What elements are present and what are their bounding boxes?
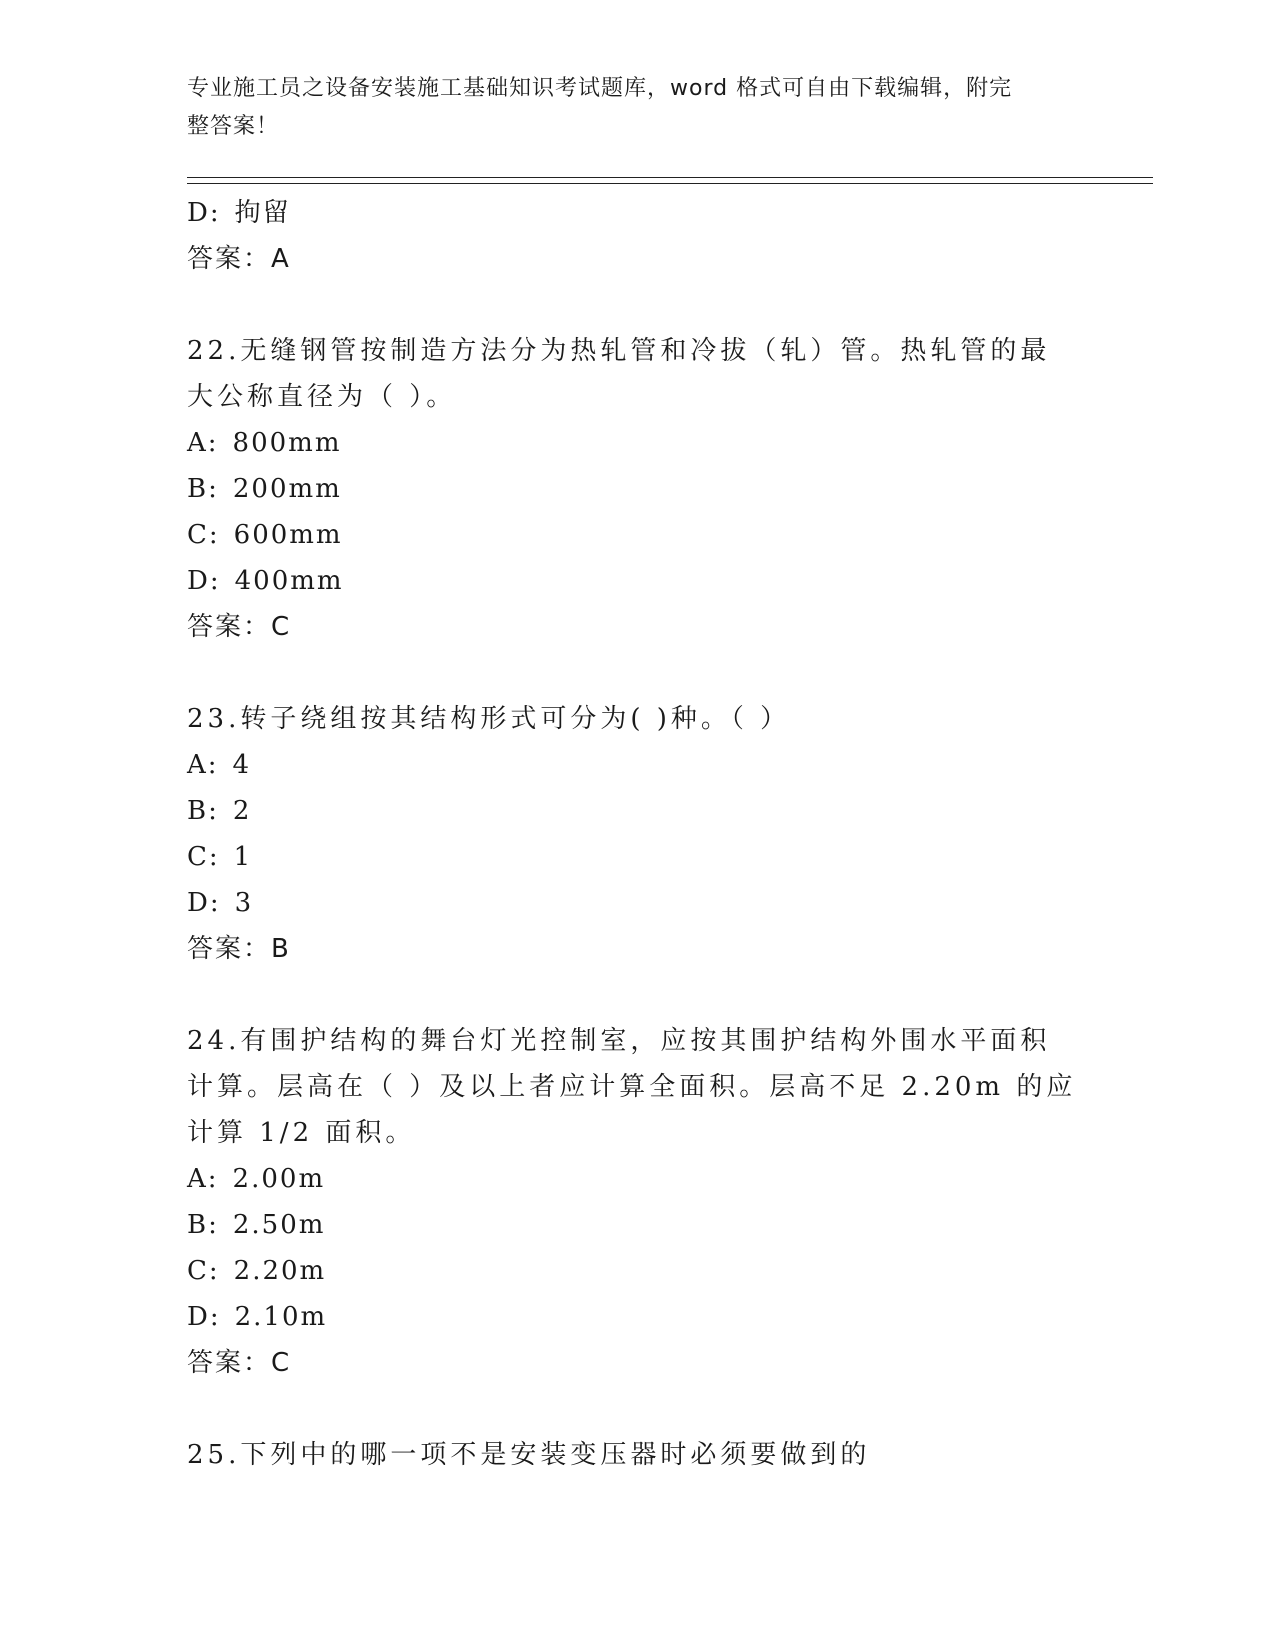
option-letter: C: bbox=[187, 842, 220, 872]
prev-answer: 答案：A bbox=[187, 244, 291, 274]
option-text: 2.20m bbox=[233, 1256, 327, 1286]
question-25-text: 25.下列中的哪一项不是安装变压器时必须要做到的 bbox=[187, 1440, 871, 1470]
option-letter: A: bbox=[187, 750, 219, 780]
question-22-option-b bbox=[187, 466, 1087, 512]
option-letter: D: bbox=[187, 1302, 221, 1332]
question-25 bbox=[187, 1432, 1087, 1478]
question-24-answer: 答案：C bbox=[187, 1348, 292, 1378]
option-letter: A: bbox=[187, 428, 219, 458]
option-letter: C: bbox=[187, 520, 220, 550]
question-23-answer: 答案：B bbox=[187, 934, 291, 964]
header-divider-bottom bbox=[187, 183, 1153, 184]
option-letter: C: bbox=[187, 1256, 220, 1286]
option-letter: D: bbox=[187, 198, 221, 228]
question-22-option-d bbox=[187, 558, 1087, 604]
option-letter: B: bbox=[187, 796, 219, 826]
option-letter: B: bbox=[187, 1210, 219, 1240]
question-23-text: 23.转子绕组按其结构形式可分为( )种。（ ） bbox=[187, 704, 791, 734]
document-header bbox=[187, 70, 1087, 146]
option-letter: D: bbox=[187, 566, 221, 596]
question-list bbox=[187, 190, 1087, 1478]
question-24-option-d bbox=[187, 1294, 1087, 1340]
option-text: 2.00m bbox=[232, 1164, 326, 1194]
option-letter: B: bbox=[187, 474, 219, 504]
question-24-option-b bbox=[187, 1202, 1087, 1248]
question-24 bbox=[187, 1018, 1087, 1386]
question-23 bbox=[187, 696, 1087, 972]
question-22-option-a bbox=[187, 420, 1087, 466]
question-22-answer: 答案：C bbox=[187, 612, 292, 642]
question-23-option-a bbox=[187, 742, 1087, 788]
option-text: 2.10m bbox=[234, 1302, 328, 1332]
question-22-option-c bbox=[187, 512, 1087, 558]
question-24-option-c bbox=[187, 1248, 1087, 1294]
question-23-option-c bbox=[187, 834, 1087, 880]
question-24-text: 24.有围护结构的舞台灯光控制室，应按其围护结构外围水平面积计算。层高在（ ）及以上者应计算全面积。层高不足 2.20m 的应计算 1/2 面积。 bbox=[187, 1026, 1077, 1148]
prev-option-d bbox=[187, 190, 1087, 236]
option-text: 600mm bbox=[233, 520, 343, 550]
option-letter: A: bbox=[187, 1164, 219, 1194]
option-text: 1 bbox=[233, 842, 253, 872]
header-line-1: 专业施工员之设备安装施工基础知识考试题库，word 格式可自由下载编辑，附完 bbox=[187, 76, 1013, 101]
option-letter: D: bbox=[187, 888, 221, 918]
option-text: 拘留 bbox=[234, 198, 291, 228]
option-text: 3 bbox=[234, 888, 254, 918]
option-text: 200mm bbox=[232, 474, 342, 504]
option-text: 800mm bbox=[232, 428, 342, 458]
question-24-option-a bbox=[187, 1156, 1087, 1202]
option-text: 2.50m bbox=[232, 1210, 326, 1240]
option-text: 400mm bbox=[234, 566, 344, 596]
option-text: 4 bbox=[232, 750, 252, 780]
question-23-option-d bbox=[187, 880, 1087, 926]
question-22 bbox=[187, 328, 1087, 650]
question-23-option-b bbox=[187, 788, 1087, 834]
header-divider-top bbox=[187, 177, 1153, 178]
header-line-2: 整答案！ bbox=[187, 114, 280, 139]
option-text: 2 bbox=[232, 796, 252, 826]
question-22-text: 22.无缝钢管按制造方法分为热轧管和冷拔（轧）管。热轧管的最大公称直径为（ ）。 bbox=[187, 336, 1051, 412]
